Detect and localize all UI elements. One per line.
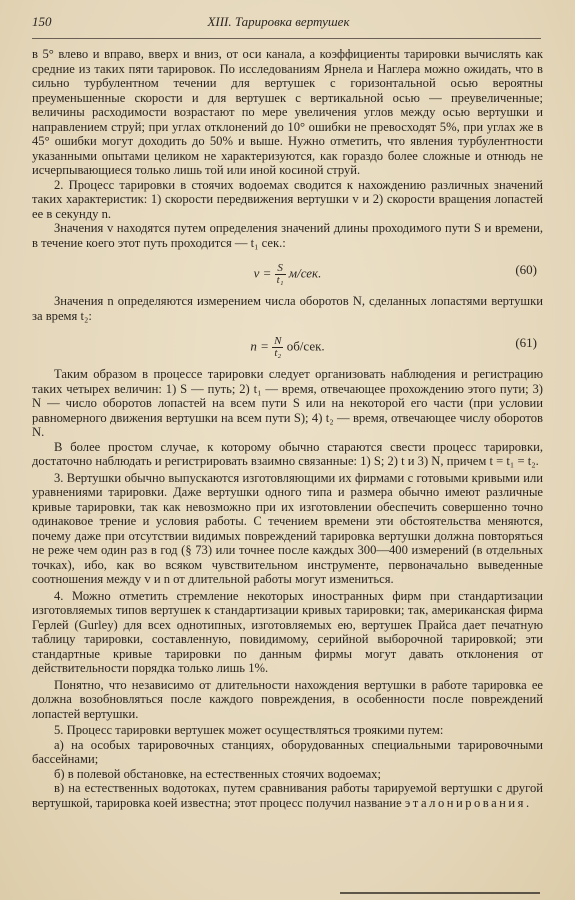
- list-item: б) в полевой обстановке, на естественных стоячих водоемах;: [54, 766, 381, 781]
- paragraph: Таким образом в процессе тарировки следует организовать наблюдения и регистрацию таких четырех величин: 1) S — путь; 2) t₁ — время, отвечающее прохождению этого пути; 3) N — число оборотов лопастей на всем пути S или на некоторой его части (при условии равномерного движения вертушки на всем пути S); 4) t₂ — время, отвечающее числу оборотов N.: [32, 367, 543, 439]
- paragraph: Значения n определяются измерением числа оборотов N, сделанных лопастями вертушки за время t₂:: [32, 294, 543, 323]
- fraction: [272, 336, 283, 359]
- page-bottom-mark: [340, 892, 540, 894]
- formula-lhs: v =: [253, 265, 272, 281]
- list-item: [32, 781, 543, 810]
- denominator: t₁: [276, 274, 284, 286]
- list-item-text: в) на естественных водотоках, путем сравнивания работы тарируемой вертушки с другой вертушкой, тарировка коей известна; этот процесс получил название: [32, 781, 543, 810]
- equation-number: (61): [515, 335, 537, 350]
- formula-unit: об/сек.: [286, 338, 325, 354]
- paragraph: 3. Вертушки обычно выпускаются изготовляющими их фирмами с готовыми кривыми или уравнениями тарировки. Даже вертушки одного типа и размера обычно имеют различные кривые тарировки, так как невозможно при их изготовлении обеспечить совершенно точно одинаковое трение и условия работы. С течением времени эти обстоятельства меняются, почему даже при отсутствии видимых повреждений тарировка вертушки должна повторяться не реже чем один раз в год (§ 73) или точнее после каждых 300—400 измерений (в отдельных точках), ибо, как во всяком чувствительном инструменте, первоначально выведенные соотношения между v и n от длительной работы могут измениться.: [32, 470, 543, 586]
- formula-61: [32, 327, 543, 361]
- formula-lhs: n =: [250, 338, 269, 354]
- formula-unit: м/сек.: [288, 265, 322, 281]
- paragraph: Значения v находятся путем определения значений длины проходимого пути S и времени, в течение коего этот путь проходится — t₁ сек.:: [32, 221, 543, 250]
- paragraph: 4. Можно отметить стремление некоторых иностранных фирм при стандартизации изготовляемых типов вертушек к стандартизации кривых тарировки; так, американская фирма Герлей (Gurley) для всех однотипных, изготовляемых ею, вертушек Прайса дает печатную таблицу тарировки, составленную, повидимому, серийной выборочной тарировкой; эти стандартные кривые тарировки по данным фирмы могут давать отклонения от действительности порядка только лишь 1%.: [32, 588, 543, 675]
- formula-60: [32, 254, 543, 288]
- numerator: S: [275, 263, 286, 275]
- running-title: XIII. Тарировка вертушек: [207, 14, 350, 29]
- paragraph: 5. Процесс тарировки вертушек может осуществляться троякими путем:: [54, 723, 444, 737]
- equation-number: (60): [515, 262, 537, 277]
- paragraph: в 5° влево и вправо, вверх и вниз, от оси канала, а коэффициенты тарировки вычислять как средние из таких пяти тарировок. По исследованиям Ярнела и Наглера можно ожидать, что в сильно турбулентном течении для вертушек с горизонтальной осью вероятны преуменьшенные скорости и для вертушек с вертикальной осью — преувеличенные; величины расходимости возрастают по мере увеличения углов между осью вертушки и направлением струй; при углах отклонений до 10° ошибки не превосходят 5%, при углах же в 45° ошибки могут доходить до 50% и выше. Нужно отметить, что явления турбулентности указанными опытами целиком не характеризуются, как гораздо более сложные и отнюдь не исчерпывающиеся только лишь той или иной косиной струй.: [32, 47, 543, 177]
- spaced-term: эталонирования.: [404, 795, 532, 810]
- page-body: [32, 47, 543, 810]
- denominator: t₂: [274, 347, 282, 359]
- page-header: [32, 14, 541, 39]
- paragraph: Понятно, что независимо от длительности нахождения вертушки в работе тарировка ее должна возобновляться после каждого повреждения, в особенности после повреждений лопастей вертушки.: [32, 677, 543, 721]
- list-item: а) на особых тарировочных станциях, оборудованных специальными тарировочными бассейнами;: [32, 737, 543, 766]
- fraction: [275, 263, 286, 286]
- numerator: N: [274, 335, 282, 347]
- paragraph: 2. Процесс тарировки в стоячих водоемах сводится к нахождению различных значений таких характеристик: 1) скорости передвижения вертушки v и 2) скорости вращения лопастей ее в секунду n.: [32, 177, 543, 221]
- paragraph: В более простом случае, к которому обычно стараются свести процесс тарировки, достаточно наблюдать и регистрировать взаимно связанные: 1) S; 2) t и 3) N, причем t = t₁ = t₂.: [32, 439, 543, 468]
- page-number: 150: [32, 14, 52, 29]
